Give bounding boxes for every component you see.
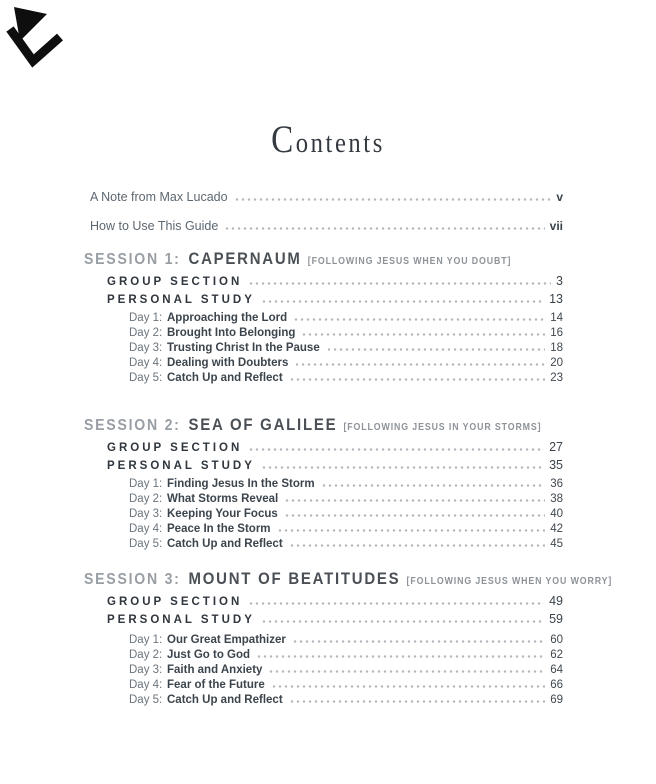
dot-leader [277, 529, 546, 532]
day-list [84, 478, 563, 551]
dot-leader [289, 700, 546, 703]
dot-leader [261, 466, 544, 469]
page-title: Contents [271, 118, 385, 161]
group-section-label: GROUP SECTION [107, 276, 243, 288]
dot-leader [261, 300, 544, 303]
day-title: Trusting Christ In the Pause [167, 342, 320, 354]
day-title: Peace In the Storm [167, 523, 271, 535]
group-section-row [84, 275, 563, 288]
session-subtitle: [FOLLOWING JESUS WHEN YOU DOUBT] [307, 256, 512, 267]
day-row [84, 649, 563, 662]
dot-leader [301, 333, 545, 336]
page-number: 27 [549, 440, 563, 454]
session-block [84, 569, 613, 709]
page-number: 18 [550, 342, 563, 354]
day-row [84, 342, 563, 355]
page-number: 20 [550, 357, 563, 369]
page-number: 42 [550, 523, 563, 535]
session-subtitle: [FOLLOWING JESUS IN YOUR STORMS] [343, 422, 542, 433]
page-number: 14 [550, 312, 563, 324]
day-title: Catch Up and Reflect [167, 538, 283, 550]
session-subtitle: [FOLLOWING JESUS WHEN YOU WORRY] [406, 576, 613, 587]
day-label: Day 4: [129, 357, 163, 369]
day-label: Day 1: [129, 634, 163, 646]
page-number: 45 [550, 538, 563, 550]
day-title: Fear of the Future [167, 679, 265, 691]
dot-leader [256, 655, 545, 658]
day-row [84, 372, 563, 385]
day-title: Brought Into Belonging [167, 327, 296, 339]
day-row [84, 523, 563, 536]
session-name: MOUNT OF BEATITUDES [188, 569, 401, 588]
day-label: Day 3: [129, 664, 163, 676]
day-row [84, 312, 563, 325]
day-row [84, 694, 563, 707]
dot-leader [294, 363, 545, 366]
day-label: Day 1: [129, 312, 163, 324]
day-title: Just Go to God [167, 649, 251, 661]
page-number: 49 [549, 594, 563, 608]
day-row [84, 634, 563, 647]
day-title: Dealing with Doubters [167, 357, 289, 369]
personal-study-row [84, 613, 563, 626]
toc-entry-front [90, 190, 563, 204]
day-row [84, 327, 563, 340]
page-number: 36 [550, 478, 563, 490]
day-label: Day 4: [129, 679, 163, 691]
session-label: SESSION 1: [84, 251, 181, 268]
day-title: Faith and Anxiety [167, 664, 263, 676]
session-block [84, 416, 563, 553]
session-label: SESSION 2: [84, 417, 181, 434]
page-number: 40 [550, 508, 563, 520]
dot-leader [289, 544, 546, 547]
group-section-row [84, 595, 563, 608]
day-row [84, 478, 563, 491]
page-number: vii [549, 219, 563, 233]
dot-leader [248, 448, 544, 451]
dot-leader [248, 602, 544, 605]
page-number: 60 [550, 634, 563, 646]
session-name: SEA OF GALILEE [188, 415, 338, 434]
toc-entry-label: A Note from Max Lucado [90, 190, 228, 204]
dot-leader [321, 484, 546, 487]
day-title: Keeping Your Focus [167, 508, 278, 520]
personal-study-row [84, 459, 563, 472]
toc-entry-label: How to Use This Guide [90, 219, 219, 233]
day-row [84, 679, 563, 692]
page-number: 38 [550, 493, 563, 505]
session-heading [84, 249, 512, 268]
page-number: 3 [556, 274, 563, 288]
group-section-label: GROUP SECTION [107, 442, 243, 454]
dot-leader [289, 378, 546, 381]
day-row [84, 493, 563, 506]
dot-leader [284, 514, 545, 517]
page-number: 16 [550, 327, 563, 339]
day-title: Catch Up and Reflect [167, 372, 283, 384]
day-label: Day 3: [129, 508, 163, 520]
day-title: Our Great Empathizer [167, 634, 286, 646]
page-number: 59 [549, 612, 563, 626]
day-row [84, 538, 563, 551]
page-number: 13 [549, 292, 563, 306]
corner-ink-mark [4, 2, 66, 68]
dot-leader [326, 348, 545, 351]
day-label: Day 5: [129, 372, 163, 384]
dot-leader [261, 620, 544, 623]
day-label: Day 4: [129, 523, 163, 535]
day-label: Day 1: [129, 478, 163, 490]
day-label: Day 2: [129, 649, 163, 661]
day-label: Day 2: [129, 327, 163, 339]
personal-study-label: PERSONAL STUDY [107, 460, 255, 472]
group-section-label: GROUP SECTION [107, 596, 243, 608]
day-label: Day 5: [129, 538, 163, 550]
page-number: 23 [550, 372, 563, 384]
toc-entry-front [90, 219, 563, 233]
page-number: 62 [550, 649, 563, 661]
day-label: Day 3: [129, 342, 163, 354]
day-title: Catch Up and Reflect [167, 694, 283, 706]
session-name: CAPERNAUM [188, 249, 302, 268]
day-title: Approaching the Lord [167, 312, 288, 324]
page-number: 35 [549, 458, 563, 472]
dot-leader [271, 685, 545, 688]
day-list [84, 312, 563, 385]
page-number: v [556, 190, 563, 204]
dot-leader [234, 198, 552, 201]
session-heading [84, 569, 613, 588]
dot-leader [224, 227, 544, 230]
page-number: 64 [550, 664, 563, 676]
personal-study-row [84, 293, 563, 306]
day-list [84, 634, 563, 707]
dot-leader [292, 640, 545, 643]
dot-leader [284, 499, 545, 502]
page-number: 66 [550, 679, 563, 691]
personal-study-label: PERSONAL STUDY [107, 614, 255, 626]
day-title: Finding Jesus In the Storm [167, 478, 315, 490]
session-label: SESSION 3: [84, 571, 181, 588]
day-label: Day 5: [129, 694, 163, 706]
day-row [84, 508, 563, 521]
day-title: What Storms Reveal [167, 493, 279, 505]
dot-leader [293, 318, 545, 321]
dot-leader [248, 282, 551, 285]
session-block [84, 250, 563, 387]
day-row [84, 664, 563, 677]
group-section-row [84, 441, 563, 454]
day-label: Day 2: [129, 493, 163, 505]
dot-leader [268, 670, 545, 673]
page-number: 69 [550, 694, 563, 706]
day-row [84, 357, 563, 370]
personal-study-label: PERSONAL STUDY [107, 294, 255, 306]
session-heading [84, 415, 542, 434]
